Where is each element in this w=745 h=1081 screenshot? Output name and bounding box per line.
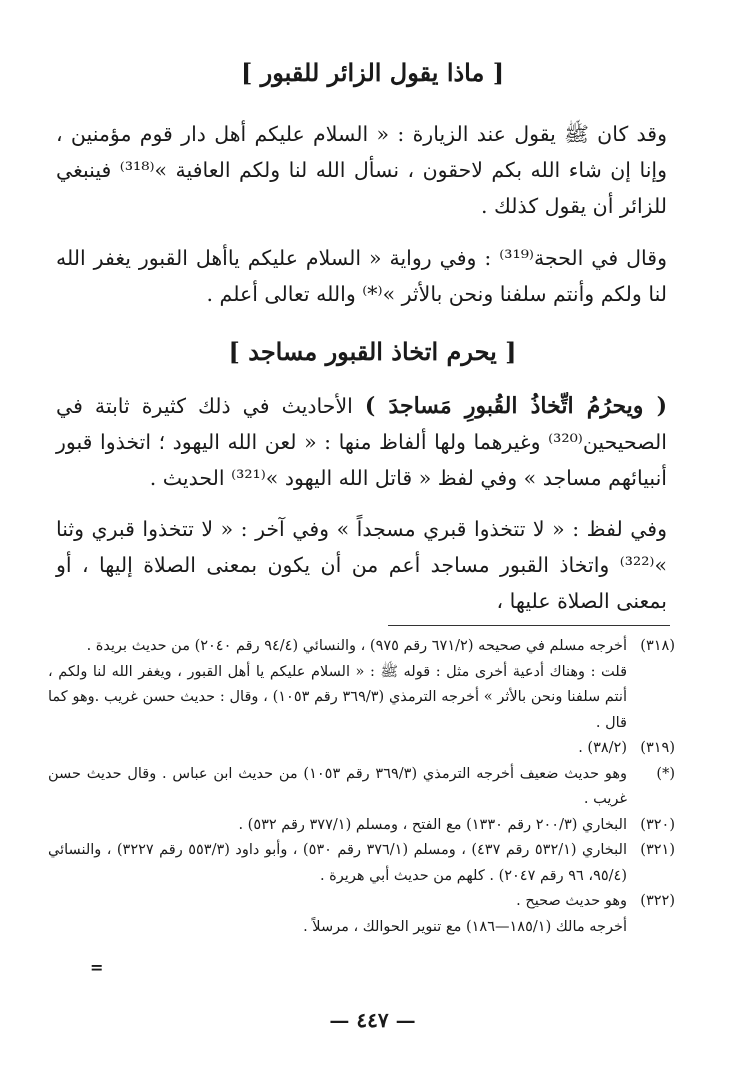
page-number: — ٤٤٧ — — [329, 1008, 416, 1032]
footnote-text: وهو حديث ضعيف أخرجه الترمذي (٣٦٩/٣ رقم ١٠٥٣) من حديث ابن عباس . وقال حديث حسن غريب . — [48, 765, 627, 807]
footnote-text — [48, 889, 627, 940]
footnote-separator — [388, 625, 670, 626]
continuation-mark: = — [90, 958, 104, 977]
footnote-number: (*) — [656, 765, 675, 782]
paragraph-graves-as-mosques — [56, 388, 667, 496]
footnote-319 — [48, 736, 675, 762]
footnote-320 — [48, 813, 675, 839]
footnote-322 — [48, 889, 675, 940]
paragraph-body-text: الأحاديث في ذلك كثيرة ثابتة في الصحيحين⁽³²⁰⁾ وغيرهما ولها ألفاظ منها : « لعن الله اليهود ؛ اتخذوا قبور أنبيائهم مساجد » وفي لفظ « قاتل الله اليهود »⁽³²¹⁾ الحديث . — [56, 394, 667, 490]
footnote-star — [48, 762, 675, 813]
footnote-number: (٣٢١) — [640, 842, 675, 858]
section-heading-visit-greeting: [ ماذا يقول الزائر للقبور ] — [240, 58, 505, 87]
footnote-line: وهو حديث صحيح . — [516, 893, 627, 909]
footnote-line: أخرجه مالك (١٨٥/١—١٨٦) مع تنوير الحوالك ، مرسلاً . — [303, 918, 627, 935]
footnote-line: أخرجه مسلم في صحيحه (٦٧١/٢ رقم ٩٧٥) ، والنسائي (٩٤/٤ رقم ٢٠٤٠) من حديث بريدة . — [86, 638, 627, 654]
footnote-text — [48, 634, 627, 736]
footnotes — [48, 634, 675, 940]
footnote-number: (٣٢٠) — [640, 816, 675, 833]
footnote-number: (٣١٨) — [640, 638, 675, 654]
footnote-text: البخاري (٥٣٢/١ رقم ٤٣٧) ، ومسلم (٣٧٦/١ رقم ٥٣٠) ، وأبو داود (٥٥٣/٣ رقم ٣٢٢٧) ، والنسائي (٩٥/٤، ٩٦ رقم ٢٠٤٧) . كلهم من حديث أبي هريرة . — [48, 842, 627, 884]
paragraph-visit-greeting: وقد كان ﷺ يقول عند الزيارة : « السلام عليكم أهل دار قوم مؤمنين ، وإنا إن شاء الله بكم لاحقون ، نسأل الله لنا ولكم العافية »⁽³¹⁸⁾ فينبغي للزائر أن يقول كذلك . — [56, 122, 667, 218]
paragraph-hujjah-narration: وقال في الحجة⁽³¹⁹⁾ : وفي رواية « السلام عليكم ياأهل القبور يغفر الله لنا ولكم وأنتم سلفنا ونحن بالأثر »⁽*⁾ والله تعالى أعلم . — [56, 246, 667, 306]
footnote-number: (٣٢٢) — [640, 893, 675, 909]
footnote-line: قلت : وهناك أدعية أخرى مثل : قوله ﷺ : « السلام عليكم يا أهل القبور ، ويغفر الله لنا ولكم ، أنتم سلفنا ونحن بالأثر » أخرجه الترمذي (٣٦٩/٣ رقم ١٠٥٣) ، وقال : حديث حسن غريب .وهو كما قال . — [48, 663, 627, 731]
footnote-number: (٣١٩) — [640, 740, 675, 756]
paragraph-lead-phrase: ( ويحرُمُ اتِّخاذُ القُبورِ مَساجدَ ) — [364, 393, 668, 419]
paragraph-other-wordings: وفي لفظ : « لا تتخذوا قبري مسجداً » وفي آخر : « لا تتخذوا قبري وثنا »⁽³²²⁾ واتخاذ القبور مساجد أعم من أن يكون بمعنى الصلاة إليها ، أو بمعنى الصلاة عليها ، — [56, 517, 667, 613]
footnote-321 — [48, 838, 675, 889]
footnote-text: البخاري (٢٠٠/٣ رقم ١٣٣٠) مع الفتح ، ومسلم (٣٧٧/١ رقم ٥٣٢) . — [238, 816, 627, 833]
section-heading-graves-as-mosques: [ يحرم اتخاذ القبور مساجد ] — [228, 337, 517, 366]
footnote-text: (٣٨/٢) . — [578, 740, 627, 756]
footnote-318 — [48, 634, 675, 736]
